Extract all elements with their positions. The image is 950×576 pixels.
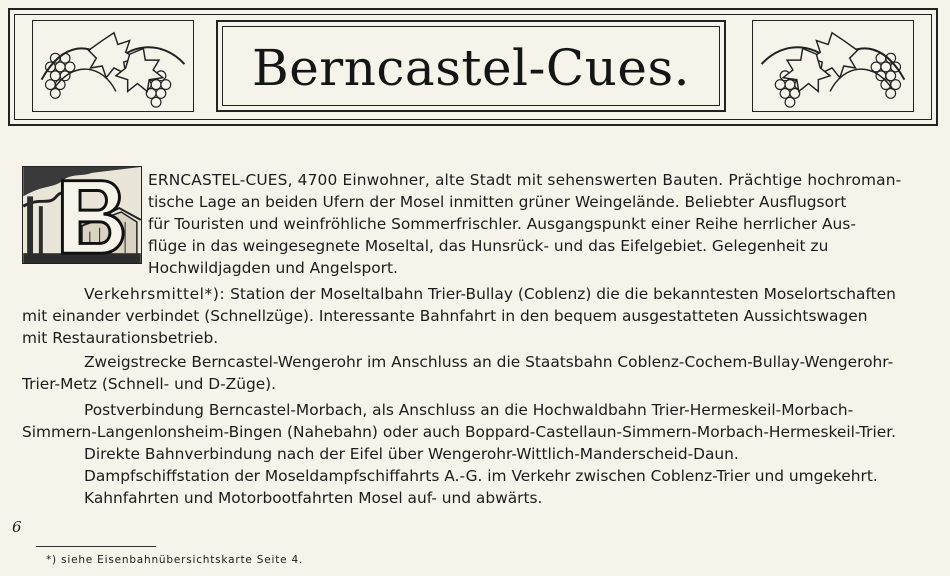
body-line: mit einander verbindet (Schnellzüge). Interessante Bahnfahrt in den bequem ausgestatteten Aussichtswagen	[22, 307, 868, 325]
footnote-rule	[36, 546, 156, 547]
page-header	[8, 8, 938, 126]
body-line: Simmern-Langenlonsheim-Bingen (Nahebahn) oder auch Boppard-Castellaun-Simmern-Morbach-Hermeskeil-Trier.	[22, 423, 897, 441]
body-line: Kahnfahrten und Motorbootfahrten Mosel auf- und abwärts.	[84, 489, 543, 507]
section-label: Verkehrsmittel*):	[84, 285, 226, 303]
grape-ornament-left-icon	[32, 20, 194, 112]
title-frame	[216, 20, 726, 112]
body-line: flüge in das weingesegnete Moseltal, das Hunsrück- und das Eifelgebiet. Gelegenheit zu	[148, 237, 829, 255]
body-line: Hochwildjagden und Angelsport.	[148, 259, 398, 277]
body-line	[84, 284, 896, 304]
dropcap-illustration	[22, 166, 142, 264]
body-line: Postverbindung Berncastel-Morbach, als Anschluss an die Hochwaldbahn Trier-Hermeskeil-Morbach-	[84, 401, 854, 419]
footnote: *) siehe Eisenbahnübersichtskarte Seite 4.	[46, 554, 304, 566]
page-number: 6	[12, 518, 22, 536]
body-line: Dampfschiffstation der Moseldampfschiffahrts A.-G. im Verkehr zwischen Coblenz-Trier und umgekehrt.	[84, 467, 878, 485]
dropcap-svg	[23, 167, 141, 263]
grape-ornament-right-icon	[752, 20, 914, 112]
body-line: Zweigstrecke Berncastel-Wengerohr im Anschluss an die Staatsbahn Coblenz-Cochem-Bullay-Wengerohr-	[84, 353, 894, 371]
grape-vine-svg	[753, 21, 913, 111]
body-line: mit Restaurationsbetrieb.	[22, 329, 219, 347]
body-line: Trier-Metz (Schnell- und D-Züge).	[22, 375, 277, 393]
body-line: Direkte Bahnverbindung nach der Eifel über Wengerohr-Wittlich-Manderscheid-Daun.	[84, 445, 739, 463]
body-line: tische Lage an beiden Ufern der Mosel inmitten grüner Weingelände. Beliebter Ausflugsort	[148, 193, 847, 211]
section-text: Station der Moseltalbahn Trier-Bullay (Coblenz) die die bekanntesten Moselortschaften	[225, 285, 896, 303]
body-line: für Touristen und weinfröhliche Sommerfrischler. Ausgangspunkt einer Reihe herrlicher Aus-	[148, 215, 856, 233]
body-line: ERNCASTEL-CUES, 4700 Einwohner, alte Stadt mit sehenswerten Bauten. Prächtige hochroman-	[148, 171, 902, 189]
page-title: Berncastel-Cues.	[251, 39, 691, 97]
grape-vine-svg	[33, 21, 193, 111]
